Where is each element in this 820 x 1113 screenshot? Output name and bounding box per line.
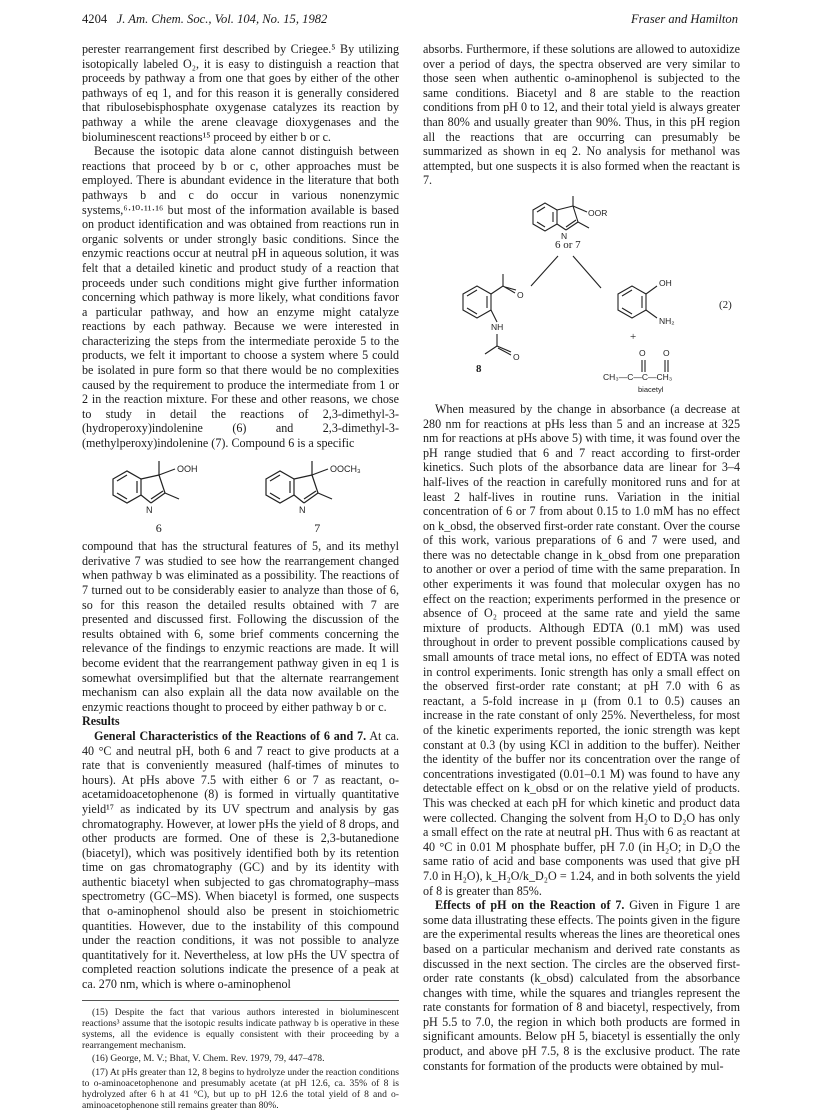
equation-number: (2) [719,298,732,311]
scheme-nh2-label: NH₂ [659,315,675,326]
scheme-o-label: O [517,289,524,300]
left-column [82,42,399,1113]
structure-6-drawing [99,457,219,519]
paragraph-body: At ca. 40 °C and neutral pH, both 6 and 7 react to give products at a rate that is conveniently measured (half-times of minutes to hours). At pHs above 7.5 with either 6 or 7 as reactant, o-acetamidoacetophenone (8) is formed in virtually quantitative yield¹⁷ as indicated by its UV spectrum and analysis by gas chromatography. However, at lower pHs the yield of 8 drops, and other products are formed. One of these is 2,3-butanedione (biacetyl), which was positively identified both by its retention time on gas chromatography (GC) and by its identity with authentic biacetyl when subjected to gas chromatography–mass spectrometry (GC–MS). When biacetyl is formed, one suspects that o-aminophenol should also be present in stoichiometric quantities. However, due to the instability of this compound under the reaction conditions, it was not possible to analyze quantitatively for it. Nevertheless, at low pHs the UV spectra of completed reaction solutions indicate the presence of a peak at ca. 270 nm, which is where o-aminophenol [82,728,400,992]
footnote-16: (16) George, M. V.; Bhat, V. Chem. Rev. 1979, 79, 447–478. [92,1053,325,1065]
scheme-atom-n: N [561,230,568,241]
journal-citation: J. Am. Chem. Soc., Vol. 104, No. 15, 1982 [116,12,328,26]
subheading: Effects of pH on the Reaction of 7. [435,898,625,913]
compound-label-6: 6 [155,520,162,535]
structure-6 [99,457,219,536]
scheme-o-label: O [639,347,646,358]
section-heading-results: Results [82,714,120,729]
ooh-group-label: OOH [176,463,198,474]
structure-7 [252,457,382,536]
structures-6-7 [82,457,399,536]
reaction-scheme-eq2 [423,194,740,394]
scheme-plus-sign: + [630,330,637,343]
header-left [82,12,327,27]
paragraph-with-subheading [82,729,399,992]
atom-n-label: N [145,504,153,515]
scheme-oor-label: OOR [588,207,608,218]
scheme-nh-label: NH [491,321,504,332]
running-header [82,12,738,30]
paragraph: compound that has the structural features of 5, and its methyl derivative 7 was studied to see how the rearrangement changed when pathway b was eliminated as a possibility. The reactions of 7 turned out to be considerably easier to analyze than those of 6, so for this reason the detailed results obtained with 7 are presented and discussed first. Following the discussion of the results obtained with 6, some brief comments concerning the relevance of the findings to enzymic reactions are made. It will become evident that the rearrangement pathway given in eq 1 is somewhat oversimplified but that the alternate rearrangement mechanism can also explain all the data now available on the enzymic reactions thought to proceed by either pathway b or c. [82,539,399,714]
scheme-o-label: O [513,351,520,362]
biacetyl-label: biacetyl [638,384,664,394]
scheme-label-6-or-7: 6 or 7 [555,238,581,251]
scheme-o-label: O [663,347,670,358]
paragraph-body: Given in Figure 1 are some data illustrating these effects. The points given in the figure are the experimental results whereas the lines are theoretical ones based on a particular mechanism and derived rate constants as discussed in the next section. The circles are the observed first-order rate constants (k_obsd) calculated from the absorbance changes with time, while the squares and triangles represent the rate constants for formation of 8 and biacetyl, respectively, from pH 5.5 to 7.0, the region in which both products are formed in significant amounts. Below pH 5, biacetyl is essentially the only product, and above pH 7.5, 8 is the exclusive product. The rate constants for formation of the products were obtained by mul- [423,898,740,1073]
footnote-15: (15) Despite the fact that various authors interested in bioluminescent reactions³ assume that the isotopic results indicate pathway b is operative in these systems, all the evidence is equally consistent with their proceeding by a rearrangement mechanism. [82,1006,399,1052]
paragraph: absorbs. Furthermore, if these solutions are allowed to autoxidize over a period of days, the spectra observed are very similar to those seen when authentic o-aminophenol is subjected to the same conditions. Biacetyl and 8 are stable to the reaction conditions from pH 0 to 12, and their total yield is always greater than 80% and usually greater than 90%. Thus, in this pH region all the reactions that are occurring can presumably be summarized as shown in eq 2. No analysis for methanol was attempted, but one suspects it is also formed when the reactant is 7. [423,42,740,188]
scheme-oh-label: OH [659,277,672,288]
oocH3-group-label: OOCH₃ [330,463,361,474]
subheading: General Characteristics of the Reactions of 6 and 7. [94,728,367,743]
scheme-compound-8: 8 [476,362,482,375]
footnote-17: (17) At pHs greater than 12, 8 begins to hydrolyze under the reaction conditions to o-aminoacetophenone and presumably acetate (at pH 12.6, ca. 35% of 8 is hydrolyzed after 6 h at 41 °C), but up to pH 12.6 the total yield of 8 and o-aminoacetophenone still remains greater than 80%. [82,1066,399,1112]
page-number: 4204 [82,12,108,26]
atom-n-label: N [299,504,306,515]
scheme-drawing [423,194,740,394]
compound-label-7: 7 [314,520,321,535]
biacetyl-formula: CH₃—C—C—CH₃ [603,371,673,382]
right-column [423,42,740,1073]
paragraph-with-subheading [423,898,740,1073]
header-authors: Fraser and Hamilton [630,12,738,26]
paragraph: perester rearrangement first described by Criegee.⁵ By utilizing isotopically labeled O₂, it is easy to distinguish a reaction that proceeds by pathway a from one that goes by either of the other pathways of eq 1, and for this reason it is generally considered that ribulosebisphosphate oxygenase catalyzes its reaction by pathway a while the arene cleavage dioxygenases and the bioluminescent reactions¹⁵ proceed by either b or c. [82,42,399,144]
footnotes [82,1000,399,1112]
paragraph: When measured by the change in absorbance (a decrease at 280 nm for reactions at pHs less than 5 and an increase at 325 nm for reactions at pHs above 5) with time, it was found over the pH range studied that 6 and 7 react according to first-order kinetics. Such plots of the absorbance data are linear for 3–4 half-lives of the reaction in carefully monitored runs and for at least 2 half-lives in routine runs. Variation in the initial concentration of 6 or 7 from about 0.15 to 1.0 mM has no effect on k_obsd, the observed first-order rate constant. Over the course of this work, various preparations of 6 and 7 were used, and there was no detectable change in k_obsd from one preparation to another or over a period of time with the same preparation. In other experiments it was found that molecular oxygen has no effect on the reaction; experiments performed in the presence or absence of O₂ proceed at the same rate and yield the same mixture of products. Although EDTA (0.1 mM) was used throughout in order to prevent possible complications caused by small amounts of trace metal ions, no effect of EDTA was noted in control experiments. Ionic strength has only a small effect on the observed first-order rate constant; at pH 7.0 with 6 as reactant, a 5-fold increase in μ (from 0.1 to 0.5) causes an increase in the rate constant of only 25%. Nevertheless, for most of the kinetic experiments reported, the ionic strength was kept constant at 0.3 (by using KCl in addition to the buffer). Neither the identity of the buffer nor its concentration over the range of concentrations investigated (0.01–0.1 M) was found to have any detectable effect on k_obsd or on the relative yield of products. This was checked at each pH for which kinetic and product data were collected. Changing the solvent from H₂O to D₂O has only a small effect on the rate at neutral pH. Thus with 6 as reactant at 40 °C in 0.01 M phosphate buffer, pH 7.0 (in H₂O; in D₂O the same ratio of acid and base components was used that give pH 7.0 in H₂O), k_H₂O/k_D₂O = 1.24, and in both solvents the yield of 8 is greater than 85%. [423,401,740,898]
paragraph: Because the isotopic data alone cannot distinguish between reactions that proceed by b or c, other approaches must be employed. There is abundant evidence in the literature that both pathways b and c do occur in various nonenzymic systems,⁶·¹⁰·¹¹·¹⁶ but most of the information available is based on product identification and was obtained from reactions run in organic solvents or under strongly basic conditions. Since the enzymic reactions occur at neutral pH in aqueous solution, it was felt that a detailed kinetic and product study of a reaction that proceeds under such conditions might give further information concerning which pathway is more likely, what conditions favor a particular pathway, and how an enzyme might catalyze reactions by each pathway. Because we were interested in characterizing the steps from the intermediate peroxide 5 to the products, we felt it important to choose a system where 5 could be isolated in pure form so that there would be no complexities caused by the requirement to produce the intermediate from 1 or 2 in the reaction mixture. For these and other reasons, we chose to study in detail the reactions of 2,3-dimethyl-3-(hydroperoxy)indolenine (6) and 2,3-dimethyl-3-(methylperoxy)indolenine (7). Compound 6 is a specific [82,144,399,451]
structure-7-drawing [252,457,382,519]
